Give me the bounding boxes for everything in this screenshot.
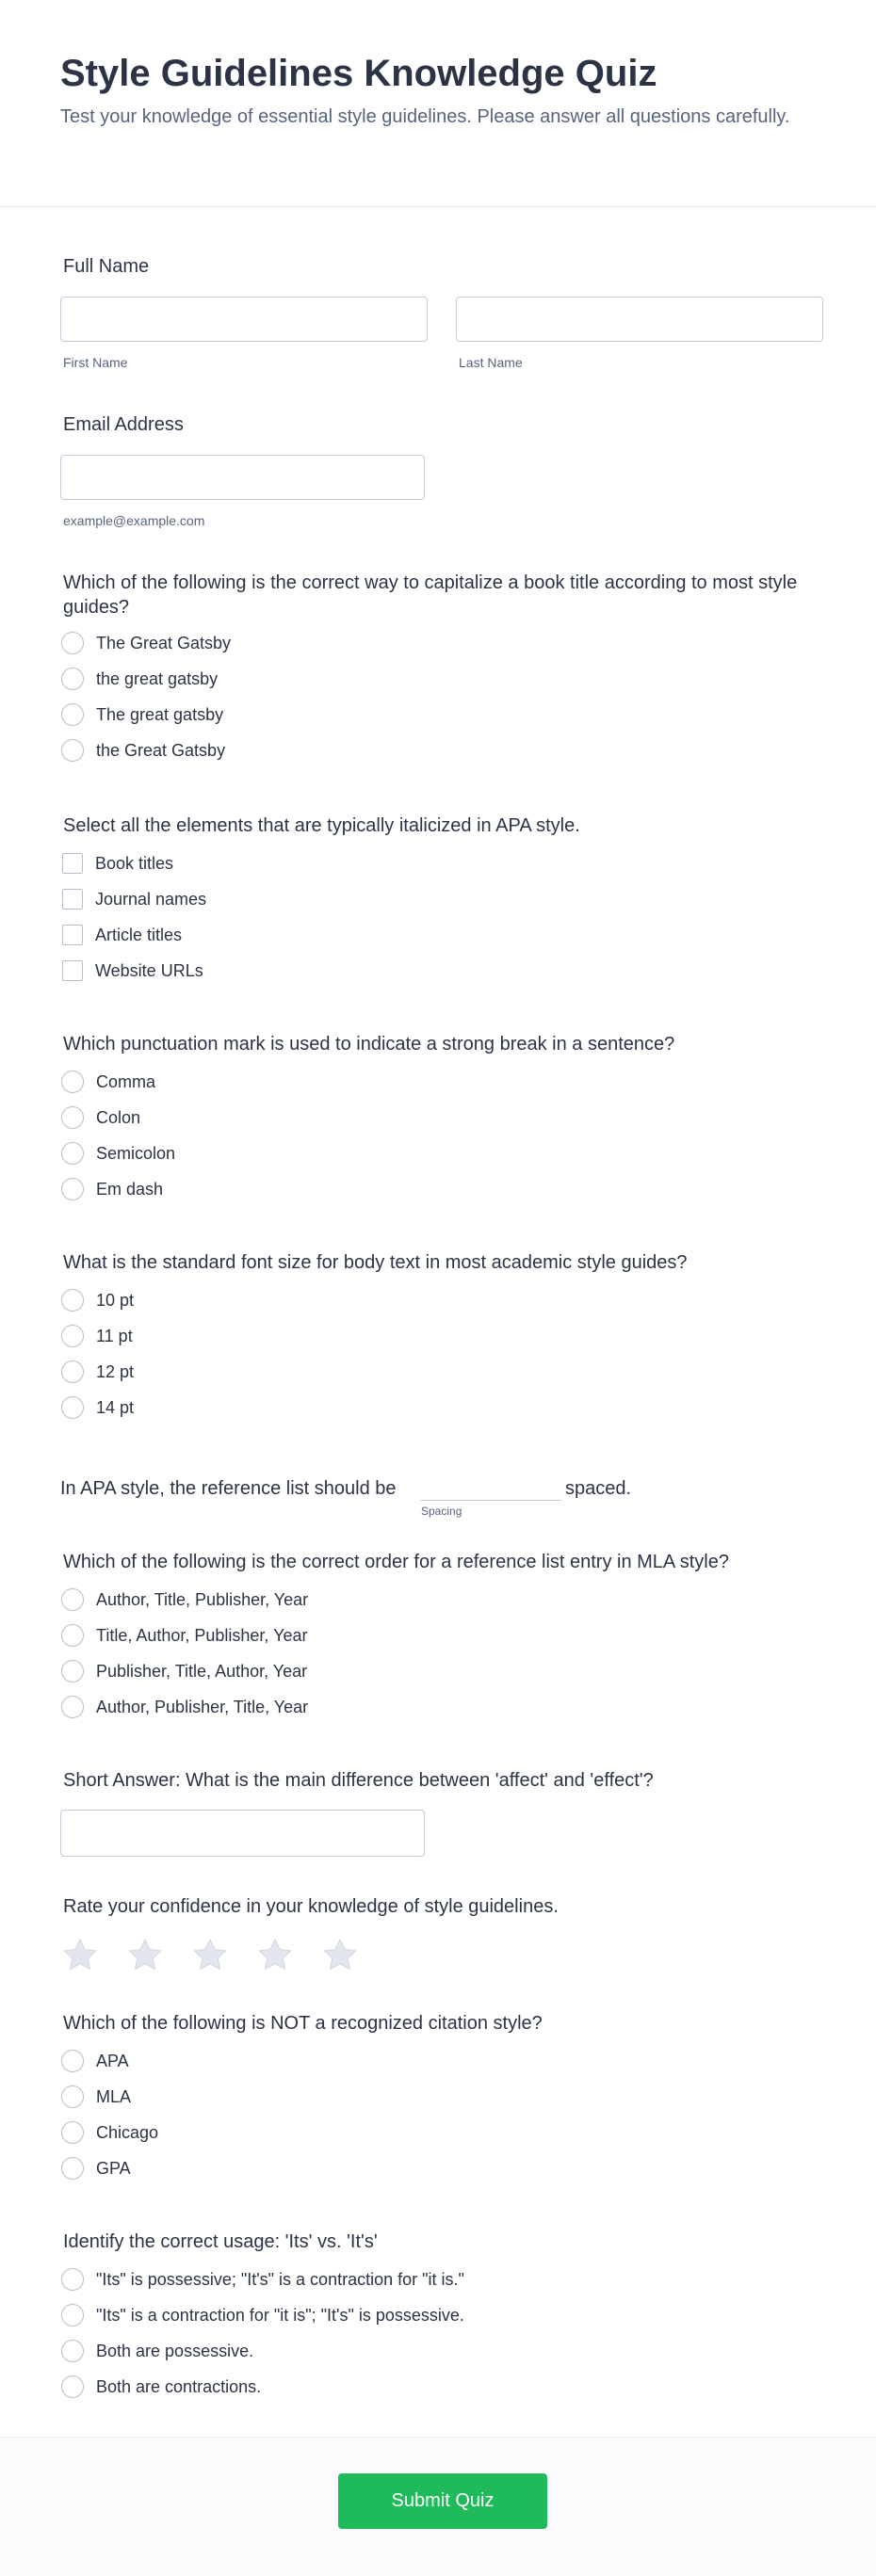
radio-button[interactable] (61, 2121, 84, 2144)
radio-option[interactable] (60, 1282, 833, 1318)
fill-in-blank (60, 1476, 833, 1518)
option-label: Website URLs (95, 960, 203, 980)
question-label: Which of the following is NOT a recognized citation style? (63, 2013, 543, 2034)
radio-button[interactable] (61, 1396, 84, 1419)
option-label: the great gatsby (96, 668, 219, 688)
form-footer (0, 2437, 876, 2576)
question-apa-italics (60, 813, 833, 989)
star-icon[interactable] (320, 1936, 360, 1975)
email-sublabel: example@example.com (63, 513, 205, 528)
option-label: Chicago (96, 2122, 159, 2142)
radio-option[interactable] (60, 2115, 833, 2150)
fill-text-after: spaced. (565, 1478, 632, 1499)
radio-button[interactable] (61, 2340, 84, 2362)
confidence-rating (60, 1894, 833, 1975)
question-label: Which punctuation mark is used to indicate a strong break in a sentence? (63, 1034, 675, 1055)
radio-option[interactable] (60, 1582, 833, 1618)
radio-button[interactable] (61, 2050, 84, 2072)
radio-option[interactable] (60, 1618, 833, 1653)
options-list (60, 1282, 833, 1425)
radio-button[interactable] (61, 1142, 84, 1165)
option-label: GPA (96, 2158, 131, 2178)
radio-button[interactable] (61, 1588, 84, 1611)
checkbox[interactable] (62, 925, 83, 945)
radio-option[interactable] (60, 1064, 833, 1100)
question-label: Identify the correct usage: 'Its' vs. 'It's' (63, 2231, 378, 2252)
question-label: Which of the following is the correct order for a reference list entry in MLA style? (63, 1552, 729, 1572)
form-header (0, 0, 876, 207)
radio-button[interactable] (61, 2375, 84, 2398)
option-label: 14 pt (96, 1397, 135, 1417)
question-font-size (60, 1250, 833, 1425)
radio-option[interactable] (60, 2150, 833, 2186)
checkbox-option[interactable] (60, 845, 833, 881)
radio-button[interactable] (61, 1660, 84, 1682)
radio-button[interactable] (61, 739, 84, 762)
radio-option[interactable] (60, 1653, 833, 1689)
last-name-input[interactable] (456, 297, 823, 342)
radio-option[interactable] (60, 697, 833, 733)
question-its-usage (60, 2230, 833, 2405)
question-mla-order (60, 1550, 833, 1725)
question-label: Rate your confidence in your knowledge of style guidelines. (63, 1896, 559, 1917)
spacing-sublabel: Spacing (421, 1505, 462, 1518)
checkbox-option[interactable] (60, 953, 833, 989)
spacing-blank-input[interactable] (420, 1476, 561, 1501)
radio-button[interactable] (61, 1289, 84, 1312)
page-subtitle: Test your knowledge of essential style guidelines. Please answer all questions carefully. (60, 106, 790, 127)
radio-button[interactable] (61, 632, 84, 654)
first-name-input[interactable] (60, 297, 428, 342)
full-name-field (60, 254, 823, 370)
star-icon[interactable] (255, 1936, 295, 1975)
radio-button[interactable] (61, 1624, 84, 1647)
submit-button[interactable]: Submit Quiz (338, 2473, 547, 2529)
option-label: The great gatsby (96, 704, 224, 724)
options-list (60, 1064, 833, 1207)
option-label: Comma (96, 1071, 156, 1091)
option-label: Semicolon (96, 1143, 176, 1163)
option-label: Article titles (95, 925, 183, 944)
options-list (60, 845, 833, 989)
radio-option[interactable] (60, 1318, 833, 1354)
question-book-title (60, 571, 833, 768)
first-name-sublabel: First Name (63, 355, 128, 370)
email-field (60, 412, 437, 528)
radio-button[interactable] (61, 2268, 84, 2291)
full-name-label: Full Name (63, 256, 150, 277)
option-label: 10 pt (96, 1290, 135, 1310)
option-label: Title, Author, Publisher, Year (96, 1625, 308, 1645)
star-rating (60, 1936, 833, 1975)
question-affect-effect (60, 1768, 833, 1857)
checkbox[interactable] (62, 889, 83, 910)
option-label: Journal names (95, 889, 207, 909)
option-label: "Its" is possessive; "It's" is a contraction for "it is." (96, 2269, 464, 2289)
radio-option[interactable] (60, 2297, 833, 2333)
options-list (60, 2043, 833, 2186)
checkbox[interactable] (62, 960, 83, 981)
radio-button[interactable] (61, 1106, 84, 1129)
email-label: Email Address (63, 414, 184, 435)
radio-option[interactable] (60, 2369, 833, 2405)
radio-button[interactable] (61, 1178, 84, 1200)
radio-option[interactable] (60, 1135, 833, 1171)
page-title: Style Guidelines Knowledge Quiz (60, 53, 657, 94)
radio-option[interactable] (60, 2333, 833, 2369)
option-label: 11 pt (96, 1326, 133, 1345)
radio-option[interactable] (60, 661, 833, 697)
option-label: Colon (96, 1107, 141, 1127)
radio-option[interactable] (60, 733, 833, 768)
question-punctuation (60, 1032, 833, 1207)
radio-button[interactable] (61, 1360, 84, 1383)
radio-option[interactable] (60, 2262, 833, 2297)
radio-button[interactable] (61, 2085, 84, 2108)
option-label: Book titles (95, 853, 174, 873)
option-label: Both are contractions. (96, 2376, 262, 2396)
radio-option[interactable] (60, 2079, 833, 2115)
radio-button[interactable] (61, 1071, 84, 1093)
radio-button[interactable] (61, 668, 84, 690)
radio-option[interactable] (60, 1390, 833, 1425)
option-label: "Its" is a contraction for "it is"; "It's" is possessive. (96, 2305, 464, 2325)
last-name-sublabel: Last Name (459, 355, 523, 370)
option-label: Both are possessive. (96, 2341, 254, 2360)
question-label: Select all the elements that are typically italicized in APA style. (63, 815, 580, 836)
question-label: Short Answer: What is the main difference between 'affect' and 'effect'? (63, 1770, 654, 1791)
radio-button[interactable] (61, 1696, 84, 1718)
option-label: Em dash (96, 1179, 164, 1199)
star-icon[interactable] (190, 1936, 230, 1975)
option-label: Author, Title, Publisher, Year (96, 1589, 309, 1609)
email-input[interactable] (60, 455, 425, 500)
star-icon[interactable] (60, 1936, 100, 1975)
option-label: 12 pt (96, 1361, 135, 1381)
checkbox-option[interactable] (60, 881, 833, 917)
fill-text-before: In APA style, the reference list should be (60, 1478, 397, 1499)
option-label: the Great Gatsby (96, 740, 226, 760)
star-icon[interactable] (125, 1936, 165, 1975)
question-citation-style (60, 2011, 833, 2186)
options-list (60, 1582, 833, 1725)
option-label: APA (96, 2051, 129, 2070)
radio-button[interactable] (61, 2304, 84, 2326)
checkbox[interactable] (62, 853, 83, 874)
options-list (60, 2262, 833, 2405)
radio-button[interactable] (61, 703, 84, 726)
options-list (60, 625, 833, 768)
option-label: Publisher, Title, Author, Year (96, 1661, 308, 1681)
radio-option[interactable] (60, 1100, 833, 1135)
radio-button[interactable] (61, 2157, 84, 2180)
option-label: Author, Publisher, Title, Year (96, 1697, 309, 1716)
radio-option[interactable] (60, 625, 833, 661)
question-label: Which of the following is the correct way to capitalize a book title according to most style guides? (63, 572, 798, 618)
question-label: What is the standard font size for body text in most academic style guides? (63, 1252, 688, 1273)
radio-option[interactable] (60, 1354, 833, 1390)
short-answer-input[interactable] (60, 1810, 425, 1857)
checkbox-option[interactable] (60, 917, 833, 953)
radio-option[interactable] (60, 1171, 833, 1207)
radio-button[interactable] (61, 1325, 84, 1347)
option-label: The Great Gatsby (96, 633, 232, 652)
option-label: MLA (96, 2086, 132, 2106)
radio-option[interactable] (60, 1689, 833, 1725)
radio-option[interactable] (60, 2043, 833, 2079)
